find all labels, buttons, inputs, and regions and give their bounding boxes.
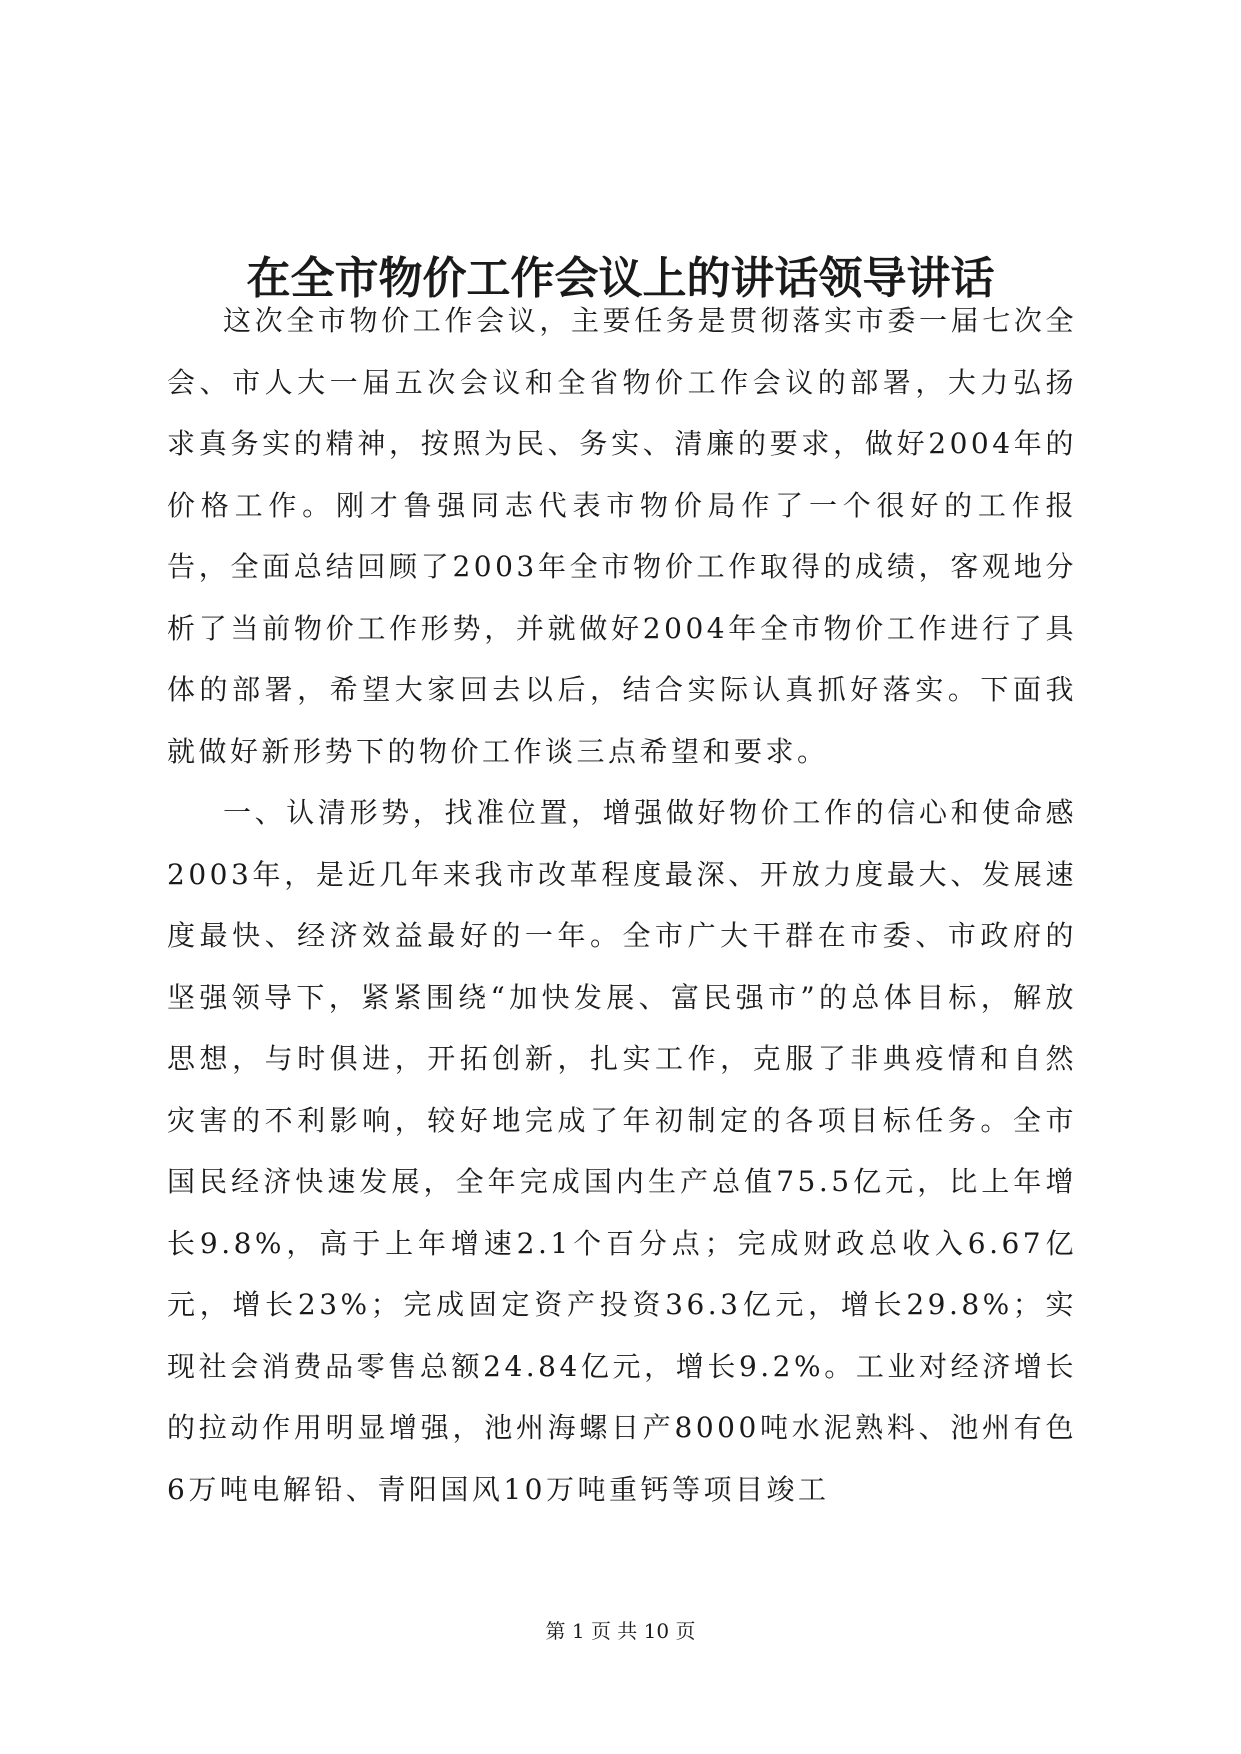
page-footer [0,1618,1241,1644]
paragraph-section-one: 一、认清形势，找准位置，增强做好物价工作的信心和使命感2003年，是近几年来我市改革程度最深、开放力度最大、发展速度最快、经济效益最好的一年。全市广大干群在市委、市政府的坚强领导下，紧紧围绕“加快发展、富民强市”的总体目标，解放思想，与时俱进，开拓创新，扎实工作，克服了非典疫情和自然灾害的不利影响，较好地完成了年初制定的各项目标任务。全市国民经济快速发展，全年完成国内生产总值75.5亿元，比上年增长9.8%，高于上年增速2.1个百分点；完成财政总收入6.67亿元，增长23%；完成固定资产投资36.3亿元，增长29.8%；实现社会消费品零售总额24.84亿元，增长9.2%。工业对经济增长的拉动作用明显增强，池州海螺日产8000吨水泥熟料、池州有色6万吨电解铅、青阳国风10万吨重钙等项目竣工 [167,796,1077,1506]
paragraph-intro: 这次全市物价工作会议，主要任务是贯彻落实市委一届七次全会、市人大一届五次会议和全省物价工作会议的部署，大力弘扬求真务实的精神，按照为民、务实、清廉的要求，做好2004年的价格工作。刚才鲁强同志代表市物价局作了一个很好的工作报告，全面总结回顾了2003年全市物价工作取得的成绩，客观地分析了当前物价工作形势，并就做好2004年全市物价工作进行了具体的部署，希望大家回去以后，结合实际认真抓好落实。下面我就做好新形势下的物价工作谈三点希望和要求。 [167,304,1077,768]
document-body [167,290,1077,1520]
document-title: 在全市物价工作会议上的讲话领导讲话 [246,253,995,305]
page-number-label: 第 1 页 共 10 页 [545,1619,696,1643]
